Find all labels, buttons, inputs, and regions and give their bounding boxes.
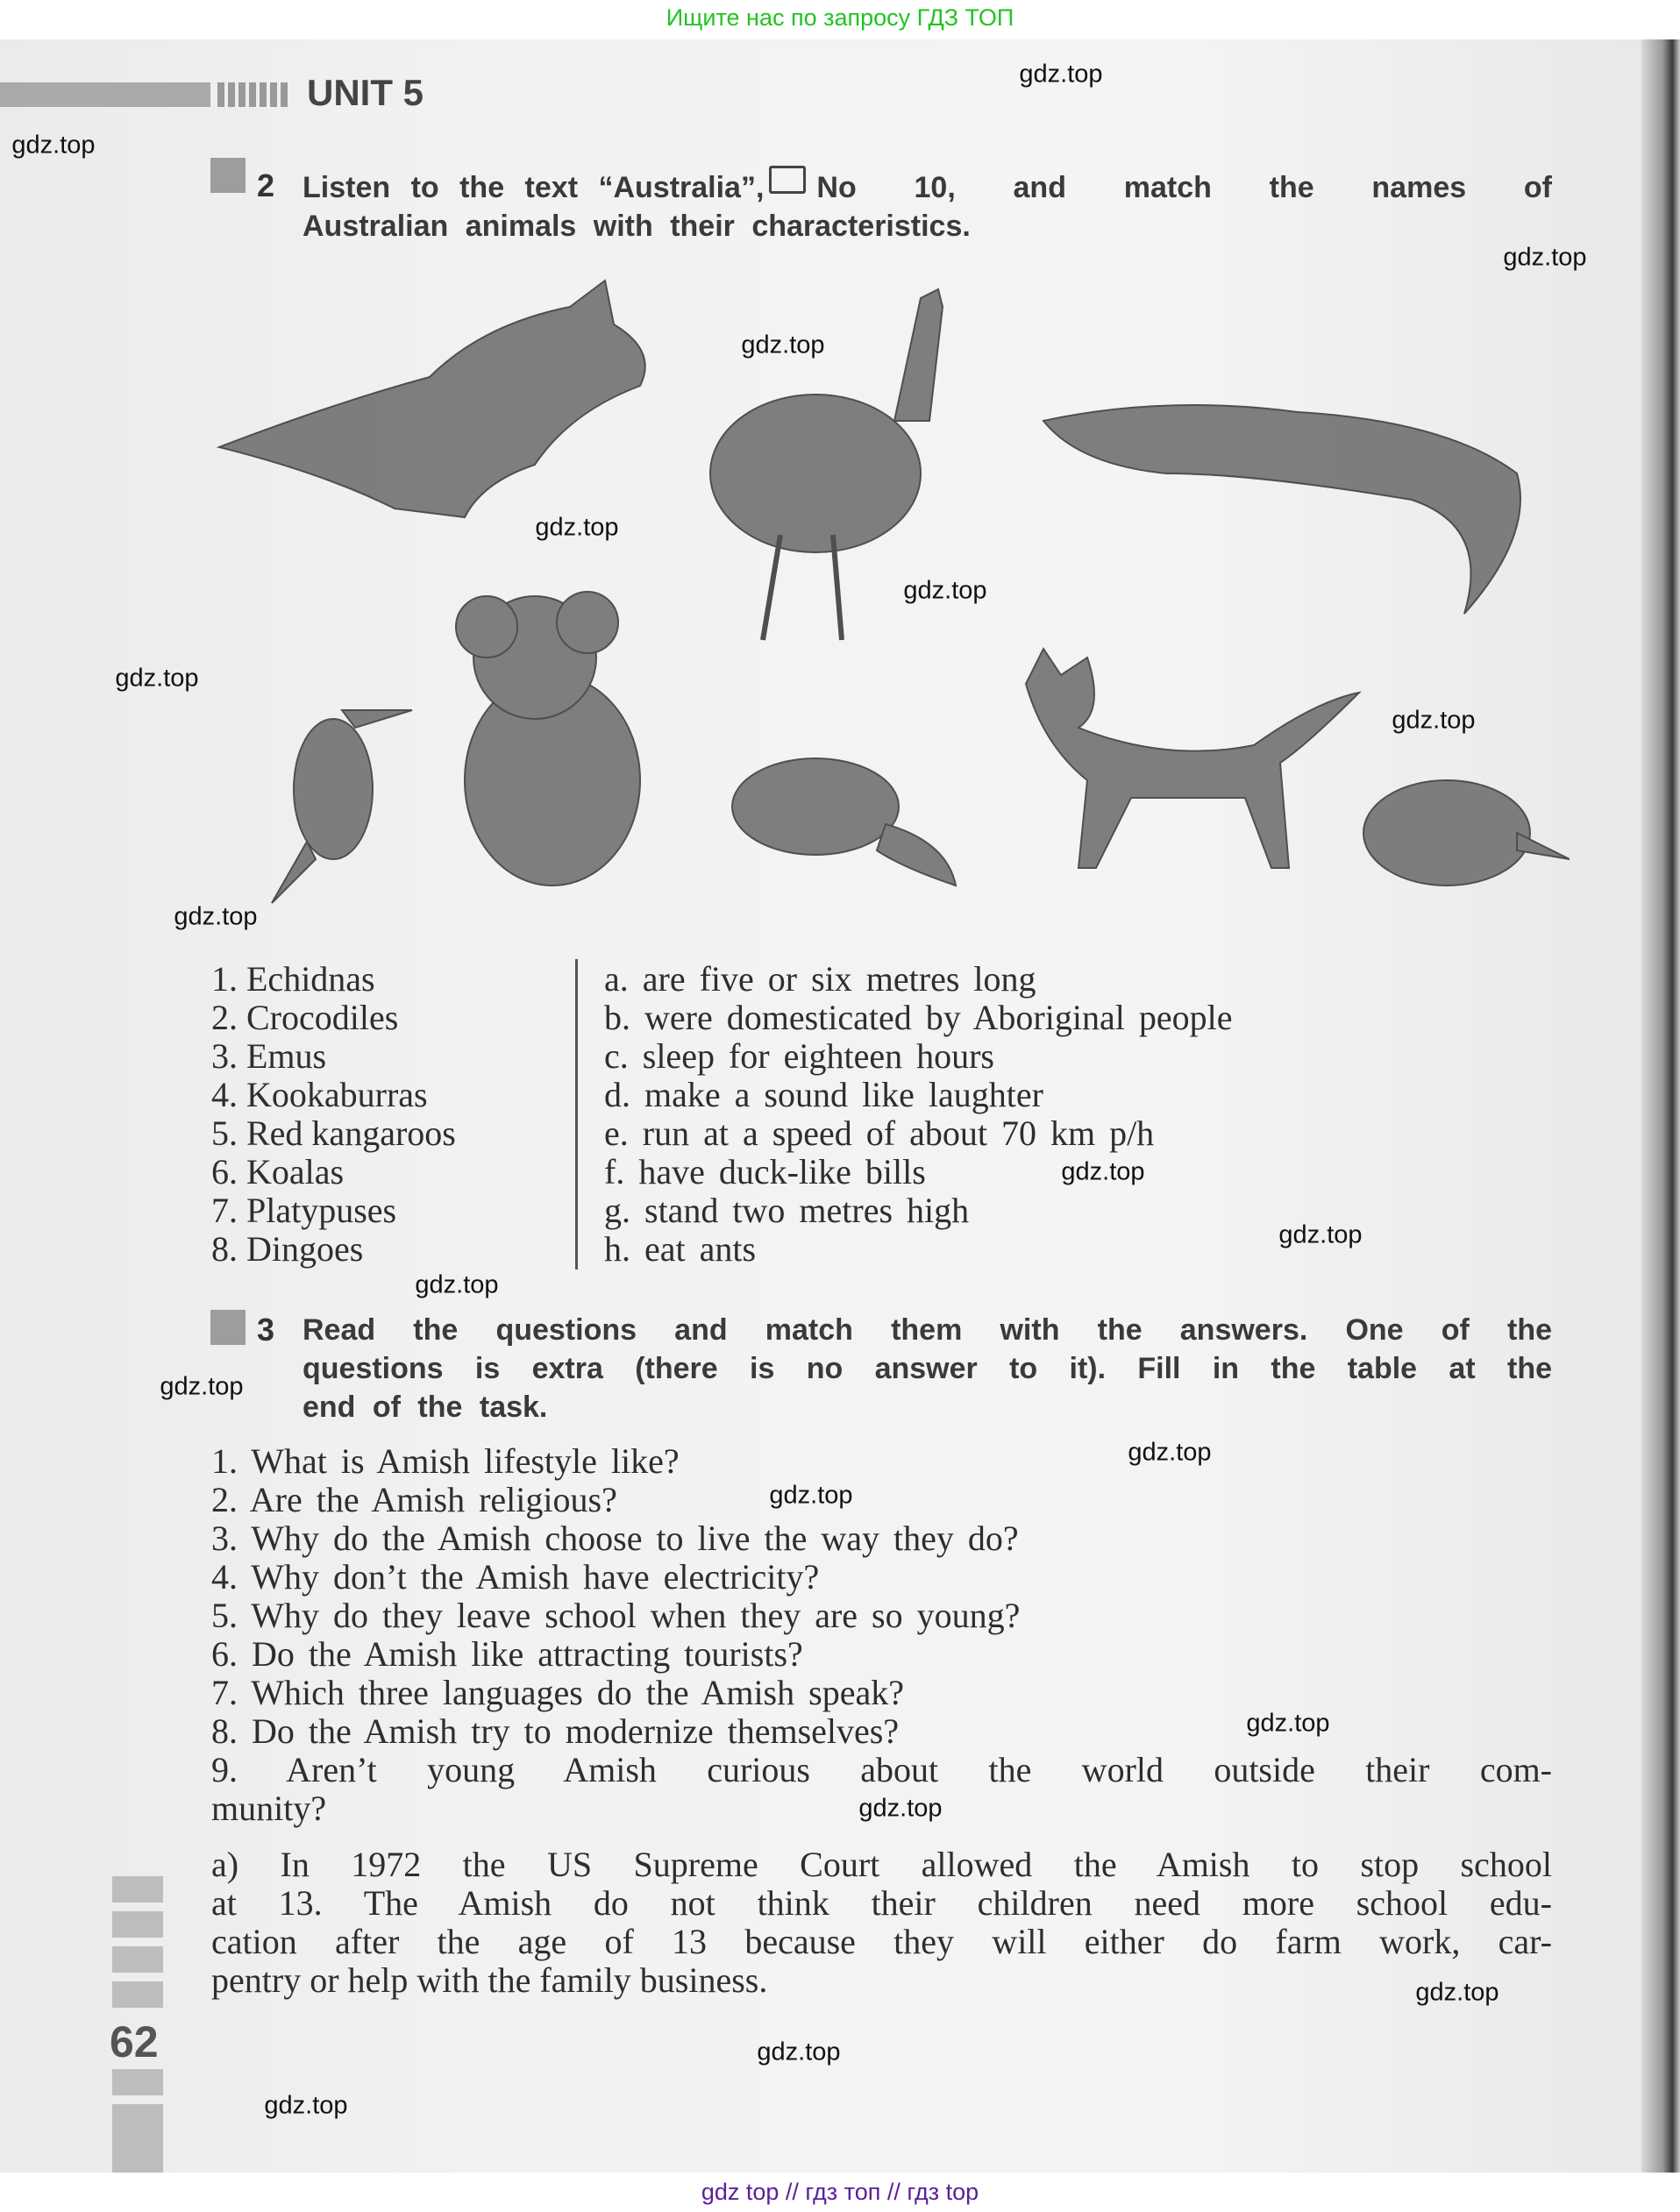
watermark: gdz.top (1061, 1157, 1145, 1186)
exercise-marker (210, 158, 246, 193)
cassette-icon (769, 166, 806, 194)
animal-item: 3. Emus (211, 1036, 327, 1076)
watermark: gdz.top (11, 131, 96, 160)
koala-image (456, 592, 640, 886)
page-edge-shadow (1641, 39, 1680, 2173)
animal-names-list (211, 960, 456, 1269)
answer-line: cation after the age of 13 because they will either do farm work, car- (211, 1922, 1552, 1961)
echidna-image (1363, 780, 1570, 886)
margin-decoration (112, 2069, 163, 2095)
watermark: gdz.top (903, 576, 987, 605)
watermark: gdz.top (858, 1794, 943, 1823)
characteristic-item: g. stand two metres high (604, 1191, 970, 1230)
animal-item: 5. Red kangaroos (211, 1113, 456, 1153)
answer-line: at 13. The Amish do not think their children need more school edu- (211, 1883, 1552, 1923)
exercise-3-instruction (303, 1311, 1552, 1426)
characteristic-item: c. sleep for eighteen hours (604, 1036, 994, 1076)
characteristic-item: a. are five or six metres long (604, 959, 1036, 999)
unit-bar-dots (217, 82, 289, 107)
watermark: gdz.top (741, 331, 825, 359)
question-item: 3. Why do the Amish choose to live the way they do? (211, 1519, 1019, 1558)
animal-item: 7. Platypuses (211, 1191, 397, 1230)
question-item: 1. What is Amish lifestyle like? (211, 1441, 680, 1481)
characteristics-list (604, 960, 1232, 1269)
watermark: gdz.top (174, 902, 258, 931)
animal-item: 4. Kookaburras (211, 1075, 428, 1114)
watermark: gdz.top (1503, 243, 1587, 272)
characteristic-item: b. were domesticated by Aboriginal people (604, 998, 1233, 1037)
exercise-2-instruction-line1 (303, 168, 1552, 207)
instruction-line: Read the questions and match them with the answers. One of the (303, 1313, 1552, 1347)
page-number: 62 (110, 2017, 159, 2066)
watermark: gdz.top (1415, 1978, 1499, 2007)
watermark: gdz.top (115, 664, 199, 693)
exercise-2-number: 2 (257, 167, 275, 203)
watermark: gdz.top (1128, 1438, 1212, 1467)
watermark: gdz.top (264, 2091, 348, 2120)
kookaburra-image (272, 710, 412, 903)
question-item: 8. Do the Amish try to modernize themselves? (211, 1711, 900, 1751)
kangaroo-image (219, 281, 645, 517)
watermark: gdz.top (757, 2038, 841, 2066)
exercise-3-number: 3 (257, 1312, 275, 1348)
watermark: gdz.top (1019, 60, 1103, 89)
watermark: gdz.top (535, 513, 619, 542)
bottom-banner[interactable]: gdz top // гдз топ // гдз top (701, 2179, 979, 2205)
question-item: 4. Why don’t the Amish have electricity? (211, 1557, 820, 1597)
platypus-image (732, 758, 956, 886)
column-divider (575, 959, 578, 1270)
margin-decoration (112, 1981, 163, 2008)
dingo-image (1026, 649, 1359, 868)
characteristic-item: d. make a sound like laughter (604, 1075, 1043, 1114)
instruction-line: end of the task. (303, 1391, 548, 1424)
watermark: gdz.top (1278, 1220, 1363, 1249)
exercise-marker (210, 1310, 246, 1345)
question-item: 2. Are the Amish religious? (211, 1480, 617, 1519)
characteristic-item: h. eat ants (604, 1229, 757, 1269)
watermark: gdz.top (1246, 1709, 1330, 1738)
question-item: 5. Why do they leave school when they are so young? (211, 1596, 1021, 1635)
crocodile-image (1043, 405, 1520, 614)
animal-item: 2. Crocodiles (211, 998, 399, 1037)
characteristic-item: f. have duck-like bills (604, 1152, 926, 1191)
question-item: 7. Which three languages do the Amish speak? (211, 1673, 904, 1712)
australian-animals-illustration (202, 272, 1570, 912)
margin-decoration (112, 1876, 163, 1903)
instruction-text: No 10, and match the names of (816, 171, 1552, 204)
answer-line: a) In 1972 the US Supreme Court allowed the Amish to stop school (211, 1845, 1552, 1884)
margin-decoration (112, 1946, 163, 1973)
animal-item: 1. Echidnas (211, 959, 375, 999)
question-item-continued: munity? (211, 1789, 327, 1828)
answer-line: pentry or help with the family business. (211, 1960, 768, 2000)
answer-a (211, 1846, 1552, 2000)
instruction-line: questions is extra (there is no answer to it). Fill in the table at the (303, 1352, 1552, 1385)
margin-decoration (112, 1911, 163, 1938)
animal-item: 6. Koalas (211, 1152, 345, 1191)
question-item: 6. Do the Amish like attracting tourists? (211, 1634, 803, 1674)
margin-decoration (112, 2104, 163, 2173)
watermark: gdz.top (160, 1372, 244, 1401)
questions-list (211, 1442, 1552, 1828)
exercise-2-instruction-line2: Australian animals with their characteristics. (303, 210, 971, 243)
instruction-text: Listen to the text “Australia”, (303, 171, 765, 204)
question-item: 9. Aren’t young Amish curious about the world outside their com- (211, 1750, 1552, 1789)
characteristic-item: e. run at a speed of about 70 km p/h (604, 1113, 1155, 1153)
unit-heading: UNIT 5 (307, 72, 424, 113)
watermark: gdz.top (1392, 706, 1476, 735)
animal-item: 8. Dingoes (211, 1229, 364, 1269)
unit-bar (0, 82, 210, 107)
top-banner[interactable]: Ищите нас по запросу ГДЗ ТОП (666, 4, 1014, 31)
watermark: gdz.top (769, 1481, 853, 1510)
watermark: gdz.top (415, 1270, 499, 1299)
